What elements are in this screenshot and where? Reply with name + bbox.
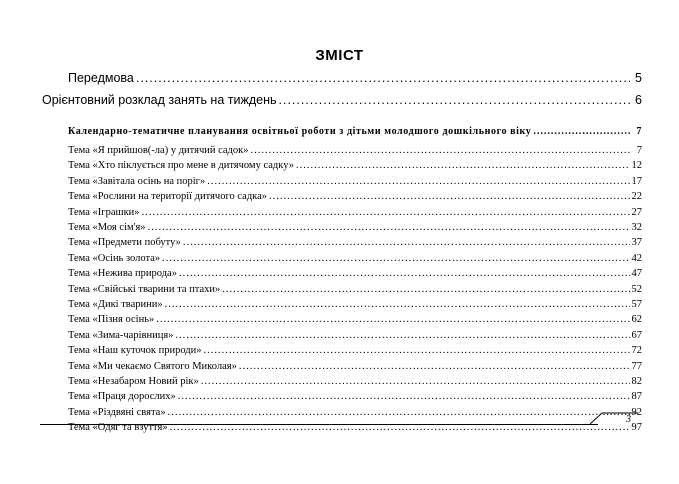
toc-topic-label: Тема «Хто піклується про мене в дитячому садку» — [68, 160, 294, 172]
toc-topic-label: Тема «Незабаром Новий рік» — [68, 376, 199, 387]
toc-topic-label: Тема «Праця дорослих» — [68, 391, 176, 403]
toc-topic-page: 52 — [631, 283, 642, 295]
toc-topic-entry[interactable] — [68, 391, 642, 402]
toc-topic-entry[interactable] — [68, 207, 642, 218]
dot-leader — [183, 237, 630, 248]
dot-leader — [162, 253, 629, 264]
toc-topic-entry[interactable] — [68, 176, 642, 187]
toc-topic-entry[interactable] — [68, 222, 642, 233]
toc-topic-page: 7 — [636, 145, 642, 156]
toc-topic-page: 87 — [631, 391, 642, 403]
toc-topic-label: Тема «Одяг та взуття» — [68, 422, 168, 434]
toc-topic-label: Тема «Свійські тварини та птахи» — [68, 283, 221, 295]
toc-topic-page: 62 — [631, 314, 642, 326]
dot-leader — [239, 361, 630, 372]
toc-topic-label: Тема «Дикі тварини» — [68, 299, 163, 310]
toc-topic-page: 37 — [631, 237, 642, 249]
toc-topic-page: 47 — [631, 268, 642, 280]
toc-entry-schedule[interactable] — [42, 93, 642, 107]
page-number: 3 — [626, 414, 631, 425]
footer-rule — [40, 424, 598, 425]
dot-leader — [156, 314, 629, 325]
toc-topic-entry[interactable] — [68, 191, 642, 202]
dot-leader — [269, 191, 629, 202]
toc-topic-page: 67 — [631, 329, 642, 341]
toc-topic-page: 77 — [631, 360, 642, 372]
toc-topic-label: Тема «Наш куточок природи» — [68, 345, 202, 357]
toc-topic-label: Тема «Зима-чарівниця» — [68, 329, 174, 341]
toc-topic-entry[interactable] — [68, 284, 642, 295]
toc-section-heading[interactable] — [68, 126, 642, 137]
footer-tab-shape — [590, 412, 640, 426]
toc-topic-entry[interactable] — [68, 253, 642, 264]
dot-leader — [296, 160, 630, 171]
toc-topic-label: Тема «Рослини на території дитячого садка» — [68, 191, 268, 203]
toc-topic-entry[interactable] — [68, 407, 642, 418]
toc-topic-entry[interactable] — [68, 299, 642, 310]
toc-topic-entry[interactable] — [68, 345, 642, 356]
dot-leader — [168, 407, 630, 418]
dot-leader — [179, 268, 630, 279]
toc-topic-label: Тема «Завітала осінь на поріг» — [68, 175, 206, 187]
toc-topic-page: 97 — [631, 422, 642, 434]
toc-topic-label: Тема «Нежива природа» — [68, 268, 177, 280]
toc-topic-page: 27 — [631, 206, 642, 218]
toc-topic-entry[interactable] — [68, 237, 642, 248]
toc-topic-label: Тема «Пізня осінь» — [68, 314, 155, 326]
toc-topic-label: Тема «Я прийшов(-ла) у дитячий садок» — [68, 145, 249, 156]
toc-topic-label: Тема «Іграшки» — [68, 206, 140, 218]
toc-section-label: Календарно-тематичне планування освітньої роботи з дітьми молодшого дошкільного віку — [68, 126, 532, 137]
dot-leader — [136, 71, 630, 85]
dot-leader — [222, 284, 629, 295]
toc-entry-preface[interactable] — [68, 71, 642, 85]
toc-topic-label: Тема «Різдвяні свята» — [68, 406, 166, 418]
toc-topic-entry[interactable] — [68, 268, 642, 279]
toc-entry-page: 6 — [635, 93, 642, 107]
dot-leader — [165, 299, 630, 310]
dot-leader — [250, 145, 630, 156]
toc-section-page: 7 — [636, 126, 642, 137]
toc-topic-page: 82 — [631, 376, 642, 387]
toc-topic-label: Тема «Моя сім'я» — [68, 222, 146, 233]
toc-topic-page: 72 — [631, 345, 642, 357]
toc-topic-entry[interactable] — [68, 160, 642, 171]
toc-topic-entry[interactable] — [68, 314, 642, 325]
dot-leader — [201, 376, 630, 387]
toc-topic-page: 92 — [631, 406, 642, 418]
toc-topic-label: Тема «Предмети побуту» — [68, 237, 181, 249]
dot-leader — [148, 222, 630, 233]
dot-leader — [178, 391, 630, 402]
page-title: ЗМІСТ — [315, 47, 364, 64]
toc-entry-label: Орієнтовний розклад занять на тиждень — [42, 93, 277, 107]
dot-leader — [204, 345, 630, 356]
toc-topic-page: 22 — [631, 191, 642, 203]
toc-topic-page: 42 — [631, 252, 642, 264]
toc-topic-label: Тема «Ми чекаємо Святого Миколая» — [68, 360, 237, 372]
dot-leader — [207, 176, 629, 187]
toc-topic-page: 57 — [631, 299, 642, 310]
toc-topic-label: Тема «Осінь золота» — [68, 252, 161, 264]
toc-topic-page: 32 — [631, 222, 642, 233]
dot-leader — [175, 330, 629, 341]
toc-topic-entry[interactable] — [68, 145, 642, 156]
toc-entry-label: Передмова — [68, 71, 134, 85]
dot-leader — [142, 207, 630, 218]
dot-leader — [533, 126, 630, 137]
toc-entry-page: 5 — [635, 71, 642, 85]
toc-topic-entry[interactable] — [68, 361, 642, 372]
dot-leader — [279, 93, 631, 107]
toc-topic-page: 12 — [631, 160, 642, 172]
toc-topic-entry[interactable] — [68, 330, 642, 341]
toc-topic-page: 17 — [631, 175, 642, 187]
toc-topic-entry[interactable] — [68, 376, 642, 387]
